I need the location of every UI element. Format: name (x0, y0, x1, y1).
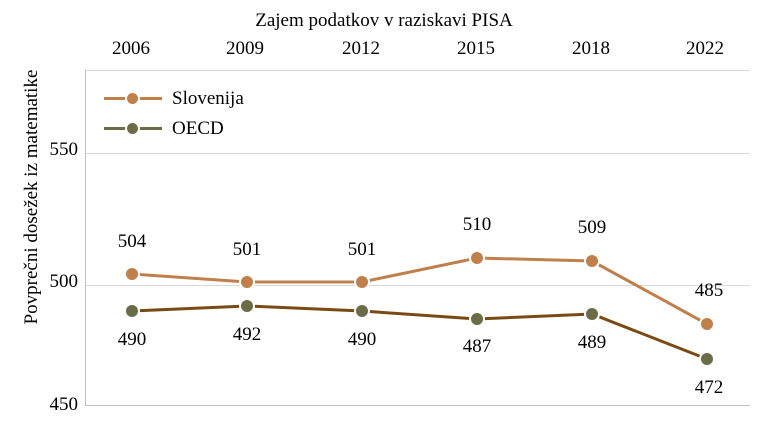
x-tick-2015: 2015 (457, 38, 495, 59)
legend-item-oecd[interactable] (104, 113, 244, 143)
marker-oecd-2006 (125, 304, 139, 318)
marker-slovenija-2015 (470, 251, 484, 265)
legend-label-slovenija: Slovenija (172, 87, 244, 109)
data-label-oecd-2009: 492 (232, 324, 262, 345)
chart-legend (104, 83, 244, 143)
legend-label-oecd: OECD (172, 117, 224, 139)
chart-title: Zajem podatkov v raziskavi PISA (255, 10, 513, 31)
data-label-slovenija-2022: 485 (694, 280, 724, 301)
legend-swatch-oecd (104, 127, 162, 130)
marker-slovenija-2012 (355, 275, 369, 289)
y-tick-450: 450 (49, 394, 78, 415)
marker-slovenija-2018 (585, 254, 599, 268)
x-tick-2018: 2018 (572, 38, 610, 59)
x-tick-2006: 2006 (112, 38, 150, 59)
marker-oecd-2022 (700, 352, 714, 366)
data-label-slovenija-2015: 510 (462, 214, 492, 235)
marker-slovenija-2022 (700, 317, 714, 331)
y-tick-500: 500 (49, 271, 78, 292)
marker-slovenija-2009 (240, 275, 254, 289)
x-tick-2022: 2022 (686, 38, 724, 59)
marker-slovenija-2006 (125, 267, 139, 281)
legend-marker-slovenija (125, 91, 140, 106)
legend-marker-oecd (125, 121, 140, 136)
data-label-oecd-2018: 489 (577, 332, 607, 353)
x-tick-2012: 2012 (342, 38, 380, 59)
legend-swatch-slovenija (104, 97, 162, 100)
plot-area (85, 70, 750, 406)
data-label-oecd-2015: 487 (462, 336, 492, 357)
data-label-slovenija-2012: 501 (347, 239, 377, 260)
data-label-slovenija-2009: 501 (232, 239, 262, 260)
data-label-oecd-2006: 490 (117, 329, 147, 350)
marker-oecd-2012 (355, 304, 369, 318)
data-label-oecd-2022: 472 (694, 377, 724, 398)
data-label-oecd-2012: 490 (347, 329, 377, 350)
marker-oecd-2015 (470, 312, 484, 326)
y-tick-550: 550 (49, 139, 78, 160)
data-label-slovenija-2006: 504 (117, 231, 147, 252)
marker-oecd-2009 (240, 299, 254, 313)
x-tick-2009: 2009 (226, 38, 264, 59)
legend-item-slovenija[interactable] (104, 83, 244, 113)
y-axis-label: Povprečni dosežek iz matematike (21, 69, 42, 325)
data-label-slovenija-2018: 509 (577, 217, 607, 238)
marker-oecd-2018 (585, 307, 599, 321)
